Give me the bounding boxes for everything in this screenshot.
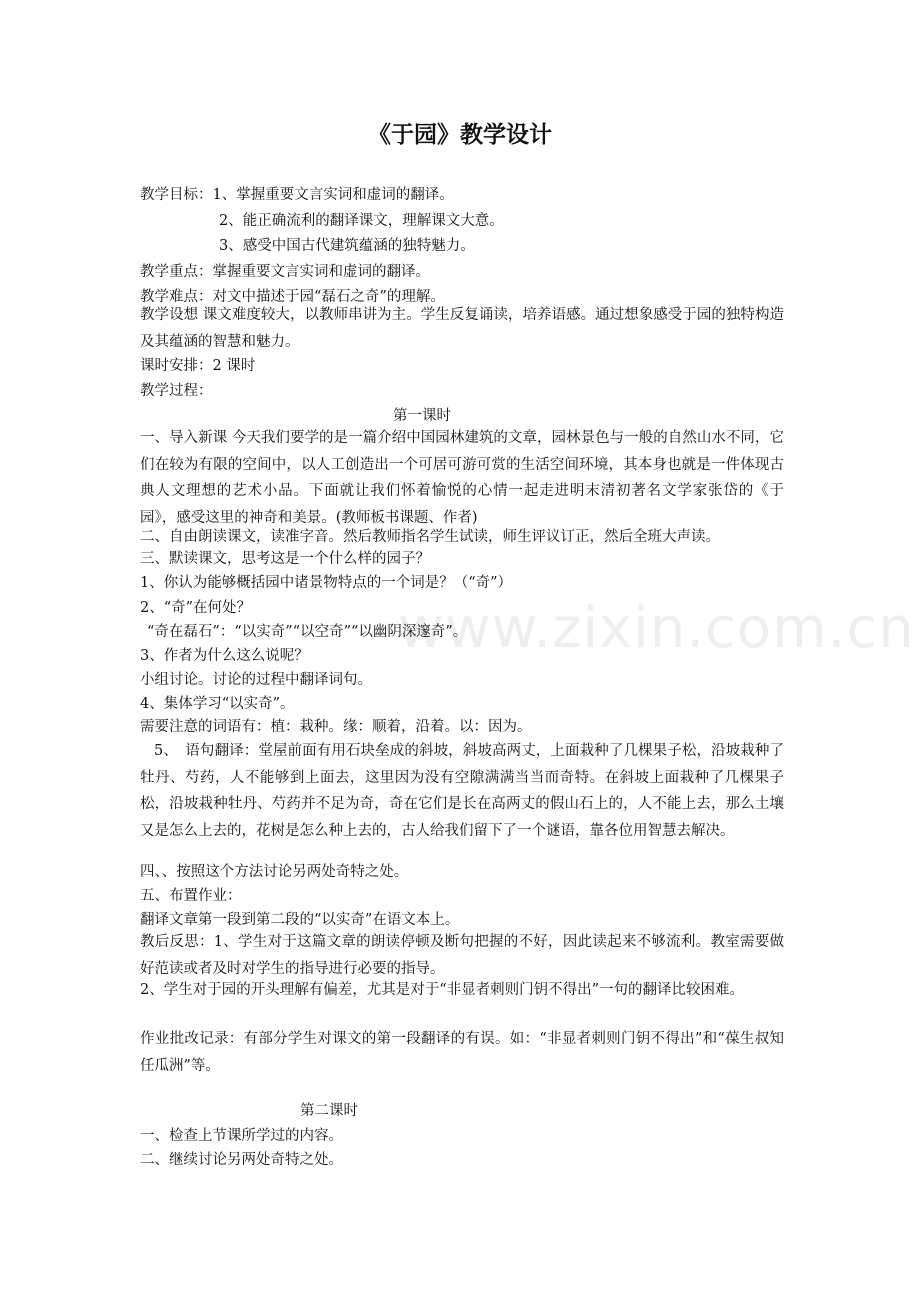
lesson1-q2: 2、“奇”在何处？ [140,600,252,616]
lesson1-reflect1: 教后反思：1、学生对于这篇文章的朗读停顿及断句把握的不好，因此读起来不够流利。教室需要做好范读或者及时对学生的指导进行必要的指导。 [140,934,784,977]
lesson2-step1: 一、检查上节课所学过的内容。 [140,1128,343,1144]
lesson1-q2-answer: “奇在磊石”：“以实奇”“以空奇”“以幽阴深邃奇”。 [147,624,468,640]
key-point: 教学重点：掌握重要文言实词和虚词的翻译。 [140,264,430,280]
lesson1-step3: 三、默读课文，思考这是一个什么样的园子？ [140,551,430,567]
lesson1-homework: 翻译文章第一段到第二段的“以实奇”在语文本上。 [140,912,460,928]
lesson1-step2: 二、自由朗读课文，读准字音。然后教师指名学生试读，师生评议订正，然后全班大声读。 [140,529,720,545]
process-label: 教学过程： [140,383,213,399]
objective-3: 3、感受中国古代建筑蕴涵的独特魅力。 [219,238,475,254]
lesson1-step4: 四、、按照这个方法讨论另两处奇特之处。 [140,864,409,880]
objective-2: 2、能正确流利的翻译课文，理解课文大意。 [219,213,504,229]
schedule: 课时安排：2 课时 [140,358,256,374]
lesson1-group: 小组讨论。讨论的过程中翻译词句。 [140,672,372,688]
lesson1-vocab: 需要注意的词语有：植：栽种。缘：顺着，沿着。以：因为。 [140,719,532,735]
lesson1-q3: 3、作者为什么这么说呢？ [140,648,309,664]
lesson1-intro: 一、导入新课 今天我们要学的是一篇介绍中国园林建筑的文章，园林景色与一般的自然山水不同，它们在较为有限的空间中，以人工创造出一个可居可游可赏的生活空间环境，其本身也就是一件体现古典人文理想的艺术小品。下面就让我们怀着愉悦的心情一起走进明末清初著名文学家张岱的《于园》，感受这里的神奇和美景。(教师板书课题、作者) [140,430,784,527]
lesson1-heading: 第一课时 [393,408,451,424]
lesson2-heading: 第二课时 [300,1103,358,1119]
lesson1-step5: 五、布置作业： [140,888,242,904]
watermark: www.zixin.com.cn [398,596,915,661]
lesson1-record: 作业批改记录：有部分学生对课文的第一段翻译的有误。如：“非显者刺则门钥不得出”和“葆生叔知任瓜洲”等。 [140,1031,784,1074]
page-title: 《于园》教学设计 [368,121,552,148]
lesson1-q1: 1、你认为能够概括园中诸景物特点的一个词是？（“奇”） [140,575,513,591]
objective-1: 教学目标：1、掌握重要文言实词和虚词的翻译。 [140,187,454,203]
lesson1-reflect2: 2、学生对于园的开头理解有偏差，尤其是对于“非显者刺则门钥不得出”一句的翻译比较困难。 [140,982,745,998]
lesson1-q4: 4、集体学习“以实奇”。 [140,696,295,712]
difficulty: 教学难点：对文中描述于园“磊石之奇”的理解。 [140,289,445,305]
design-idea: 教学设想 课文难度较大，以教师串讲为主。学生反复诵读，培养语感。通过想象感受于园的独特构造及其蕴涵的智慧和魅力。 [140,307,784,350]
lesson2-step2: 二、继续讨论另两处奇特之处。 [140,1152,343,1168]
lesson1-q5: 5、 语句翻译：堂屋前面有用石块垒成的斜坡，斜坡高两丈，上面栽种了几棵果子松，沿坡栽种了牡丹、芍药，人不能够到上面去，这里因为没有空隙满满当当而奇特。在斜坡上面栽种了几棵果子松，沿坡栽种牡丹、芍药并不足为奇，奇在它们是长在高两丈的假山石上的，人不能上去，那么土壤又是怎么上去的，花树是怎么种上去的，古人给我们留下了一个谜语，靠各位用智慧去解决。 [140,743,784,840]
